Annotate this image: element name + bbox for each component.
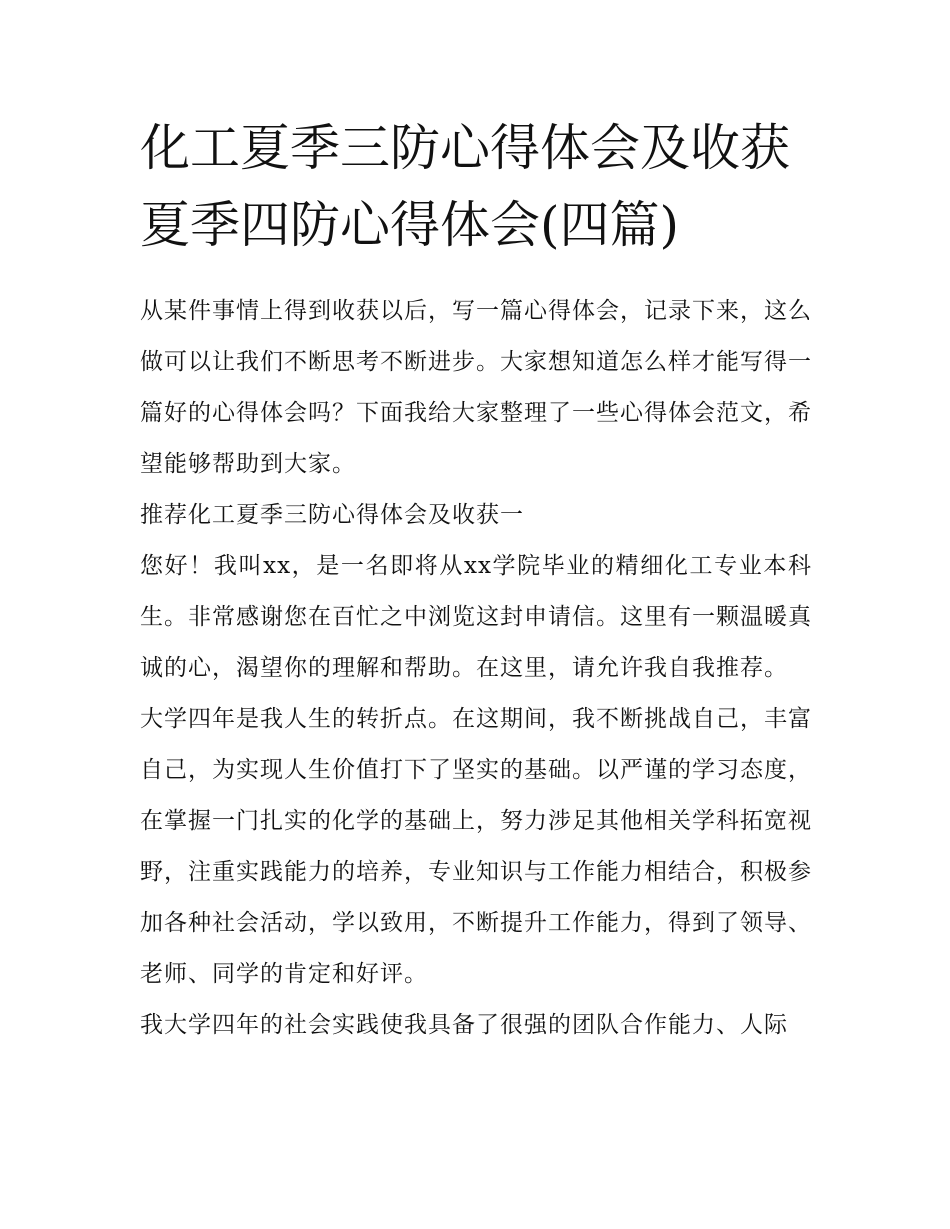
- practice-paragraph: 我大学四年的社会实践使我具备了很强的团队合作能力、人际: [140, 1012, 788, 1038]
- document-content: [140, 110, 812, 1051]
- document-title: 化工夏季三防心得体会及收获夏季四防心得体会(四篇): [140, 119, 790, 254]
- document-body: [140, 286, 812, 1051]
- section-heading: 推荐化工夏季三防心得体会及收获一: [140, 502, 524, 528]
- university-paragraph: 大学四年是我人生的转折点。在这期间，我不断挑战自己，丰富自己，为实现人生价值打下了坚实的基础。以严谨的学习态度，在掌握一门扎实的化学的基础上，努力涉足其他相关学科拓宽视野，注重实践能力的培养，专业知识与工作能力相结合，积极参加各种社会活动，学以致用，不断提升工作能力，得到了领导、老师、同学的肯定和好评。: [140, 706, 812, 987]
- intro-paragraph: 从某件事情上得到收获以后，写一篇心得体会，记录下来，这么做可以让我们不断思考不断进步。大家想知道怎么样才能写得一篇好的心得体会吗？下面我给大家整理了一些心得体会范文，希望能够帮助到大家。: [140, 298, 812, 477]
- greeting-paragraph: 您好！我叫xx，是一名即将从xx学院毕业的精细化工专业本科生。非常感谢您在百忙之中浏览这封申请信。这里有一颗温暖真诚的心，渴望你的理解和帮助。在这里，请允许我自我推荐。: [140, 553, 812, 681]
